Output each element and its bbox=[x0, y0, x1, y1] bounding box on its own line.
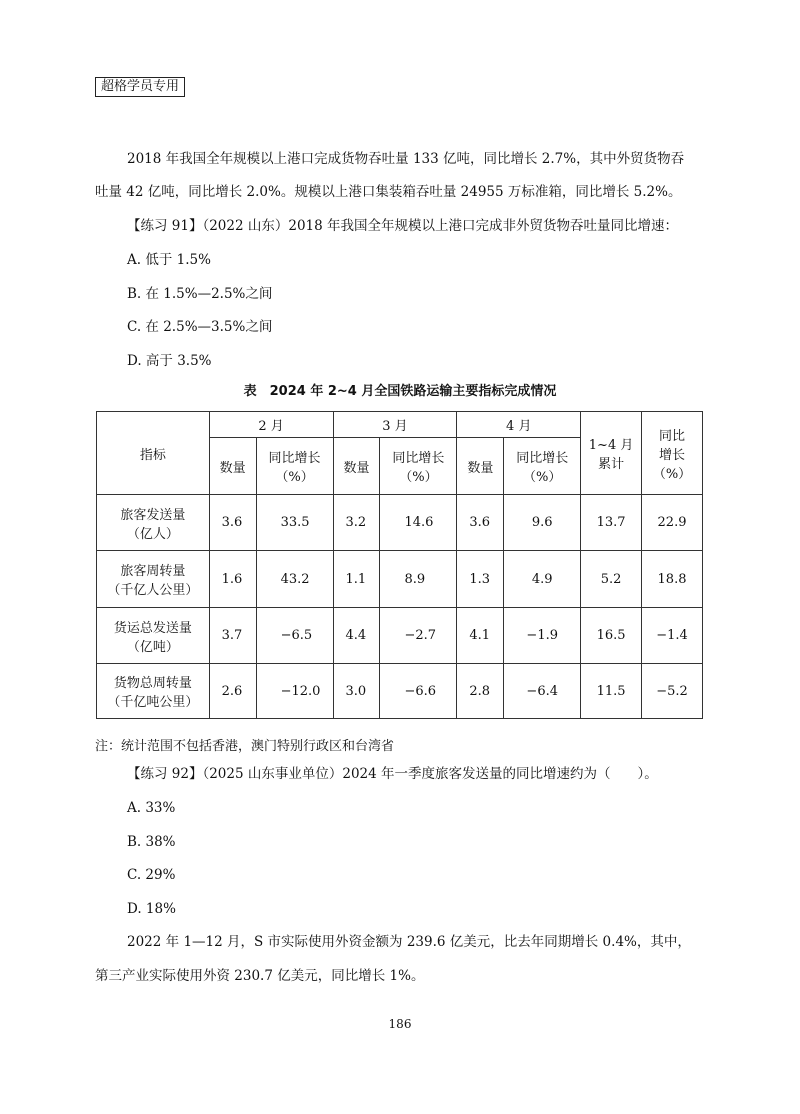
cell-apr-qty: 2.8 bbox=[457, 664, 504, 719]
cell-yoy: −5.2 bbox=[642, 664, 703, 719]
header-qty-mar: 数量 bbox=[333, 438, 380, 495]
row-name: 旅客发送量 bbox=[120, 507, 186, 523]
cell-feb-qty: 3.6 bbox=[209, 495, 256, 551]
row-label bbox=[97, 664, 210, 719]
header-growth-mar bbox=[380, 438, 457, 495]
header-yoy-line2: 增长 bbox=[659, 447, 686, 463]
header-month-3: 3 月 bbox=[333, 412, 457, 438]
header-yoy bbox=[642, 412, 703, 495]
cell-yoy: 18.8 bbox=[642, 551, 703, 608]
outro-line-1: 2022 年 1—12 月，S 市实际使用外资金额为 239.6 亿美元，比去年同期增长 0.4%，其中， bbox=[127, 934, 691, 950]
header-growth-line2: （%） bbox=[275, 470, 314, 485]
header-indicator: 指标 bbox=[97, 412, 210, 495]
table-row bbox=[97, 495, 703, 551]
cell-yoy: −1.4 bbox=[642, 608, 703, 664]
cell-feb-growth: −6.5 bbox=[256, 608, 333, 664]
cell-apr-growth: 9.6 bbox=[504, 495, 581, 551]
header-cumulative-line1: 1~4 月 bbox=[588, 438, 634, 453]
header-growth-line1: 同比增长 bbox=[268, 451, 321, 466]
table-row bbox=[97, 551, 703, 608]
cell-cumulative: 13.7 bbox=[581, 495, 642, 551]
q91-option-c[interactable]: C. 在 2.5%—3.5%之间 bbox=[127, 319, 273, 335]
header-month-4: 4 月 bbox=[457, 412, 581, 438]
header-growth-apr bbox=[504, 438, 581, 495]
railway-indicators-table bbox=[96, 411, 703, 719]
row-label bbox=[97, 608, 210, 664]
cell-feb-growth: 43.2 bbox=[256, 551, 333, 608]
header-growth-line1: 同比增长 bbox=[516, 451, 569, 466]
q92-option-a[interactable]: A. 33% bbox=[127, 800, 176, 816]
header-growth-line2: （%） bbox=[399, 470, 438, 485]
outro-line-2: 第三产业实际使用外资 230.7 亿美元，同比增长 1%。 bbox=[95, 968, 425, 984]
header-yoy-line3: （%） bbox=[652, 466, 692, 482]
q91-option-a[interactable]: A. 低于 1.5% bbox=[127, 252, 211, 268]
header-growth-feb bbox=[256, 438, 333, 495]
cell-apr-qty: 1.3 bbox=[457, 551, 504, 608]
q92-option-c[interactable]: C. 29% bbox=[127, 867, 176, 883]
row-name: 货物总周转量 bbox=[113, 676, 192, 691]
cell-mar-growth: −6.6 bbox=[380, 664, 457, 719]
cell-feb-growth: −12.0 bbox=[256, 664, 333, 719]
row-label bbox=[97, 551, 210, 608]
cell-mar-qty: 3.0 bbox=[333, 664, 380, 719]
row-name: 旅客周转量 bbox=[120, 564, 186, 579]
cell-apr-growth: −1.9 bbox=[504, 608, 581, 664]
cell-apr-growth: −6.4 bbox=[504, 664, 581, 719]
intro-line-2: 吐量 42 亿吨，同比增长 2.0%。规模以上港口集装箱吞吐量 24955 万标准箱，同比增长 5.2%。 bbox=[95, 184, 682, 200]
cell-apr-growth: 4.9 bbox=[504, 551, 581, 608]
row-name: 货运总发送量 bbox=[113, 620, 192, 636]
cell-cumulative: 11.5 bbox=[581, 664, 642, 719]
cell-mar-qty: 4.4 bbox=[333, 608, 380, 664]
table-row bbox=[97, 608, 703, 664]
table-row bbox=[97, 664, 703, 719]
q91-stem: 【练习 91】（2022 山东）2018 年我国全年规模以上港口完成非外贸货物吞吐量同比增速： bbox=[127, 218, 679, 234]
row-unit: （亿吨） bbox=[126, 639, 179, 655]
cell-cumulative: 5.2 bbox=[581, 551, 642, 608]
member-only-tag: 超格学员专用 bbox=[95, 77, 185, 97]
cell-mar-growth: 14.6 bbox=[380, 495, 457, 551]
row-unit: （千亿人公里） bbox=[107, 583, 199, 598]
cell-apr-qty: 3.6 bbox=[457, 495, 504, 551]
cell-feb-qty: 1.6 bbox=[209, 551, 256, 608]
cell-mar-growth: −2.7 bbox=[380, 608, 457, 664]
q91-option-b[interactable]: B. 在 1.5%—2.5%之间 bbox=[127, 286, 273, 302]
row-label bbox=[97, 495, 210, 551]
table-caption: 表 2024 年 2~4 月全国铁路运输主要指标完成情况 bbox=[243, 384, 557, 399]
intro-line-1: 2018 年我国全年规模以上港口完成货物吞吐量 133 亿吨，同比增长 2.7%，其中外贸货物吞 bbox=[127, 151, 685, 167]
cell-mar-qty: 3.2 bbox=[333, 495, 380, 551]
row-unit: （千亿吨公里） bbox=[107, 695, 199, 710]
q92-option-d[interactable]: D. 18% bbox=[127, 901, 176, 917]
cell-mar-qty: 1.1 bbox=[333, 551, 380, 608]
header-qty-apr: 数量 bbox=[457, 438, 504, 495]
cell-feb-qty: 2.6 bbox=[209, 664, 256, 719]
row-unit: （亿人） bbox=[126, 526, 179, 542]
q92-stem: 【练习 92】（2025 山东事业单位）2024 年一季度旅客发送量的同比增速约为（ ）。 bbox=[127, 766, 658, 782]
cell-yoy: 22.9 bbox=[642, 495, 703, 551]
cell-feb-growth: 33.5 bbox=[256, 495, 333, 551]
header-month-2: 2 月 bbox=[209, 412, 333, 438]
cell-cumulative: 16.5 bbox=[581, 608, 642, 664]
cell-mar-growth: 8.9 bbox=[380, 551, 457, 608]
header-yoy-line1: 同比 bbox=[659, 428, 686, 444]
cell-apr-qty: 4.1 bbox=[457, 608, 504, 664]
header-cumulative bbox=[581, 412, 642, 495]
header-growth-line2: （%） bbox=[523, 470, 562, 485]
cell-feb-qty: 3.7 bbox=[209, 608, 256, 664]
header-growth-line1: 同比增长 bbox=[392, 451, 445, 466]
q91-option-d[interactable]: D. 高于 3.5% bbox=[127, 353, 212, 369]
page-number: 186 bbox=[388, 1017, 412, 1031]
q92-option-b[interactable]: B. 38% bbox=[127, 834, 176, 850]
header-qty-feb: 数量 bbox=[209, 438, 256, 495]
table-note: 注：统计范围不包括香港，澳门特别行政区和台湾省 bbox=[95, 739, 395, 754]
header-cumulative-line2: 累计 bbox=[598, 457, 625, 472]
